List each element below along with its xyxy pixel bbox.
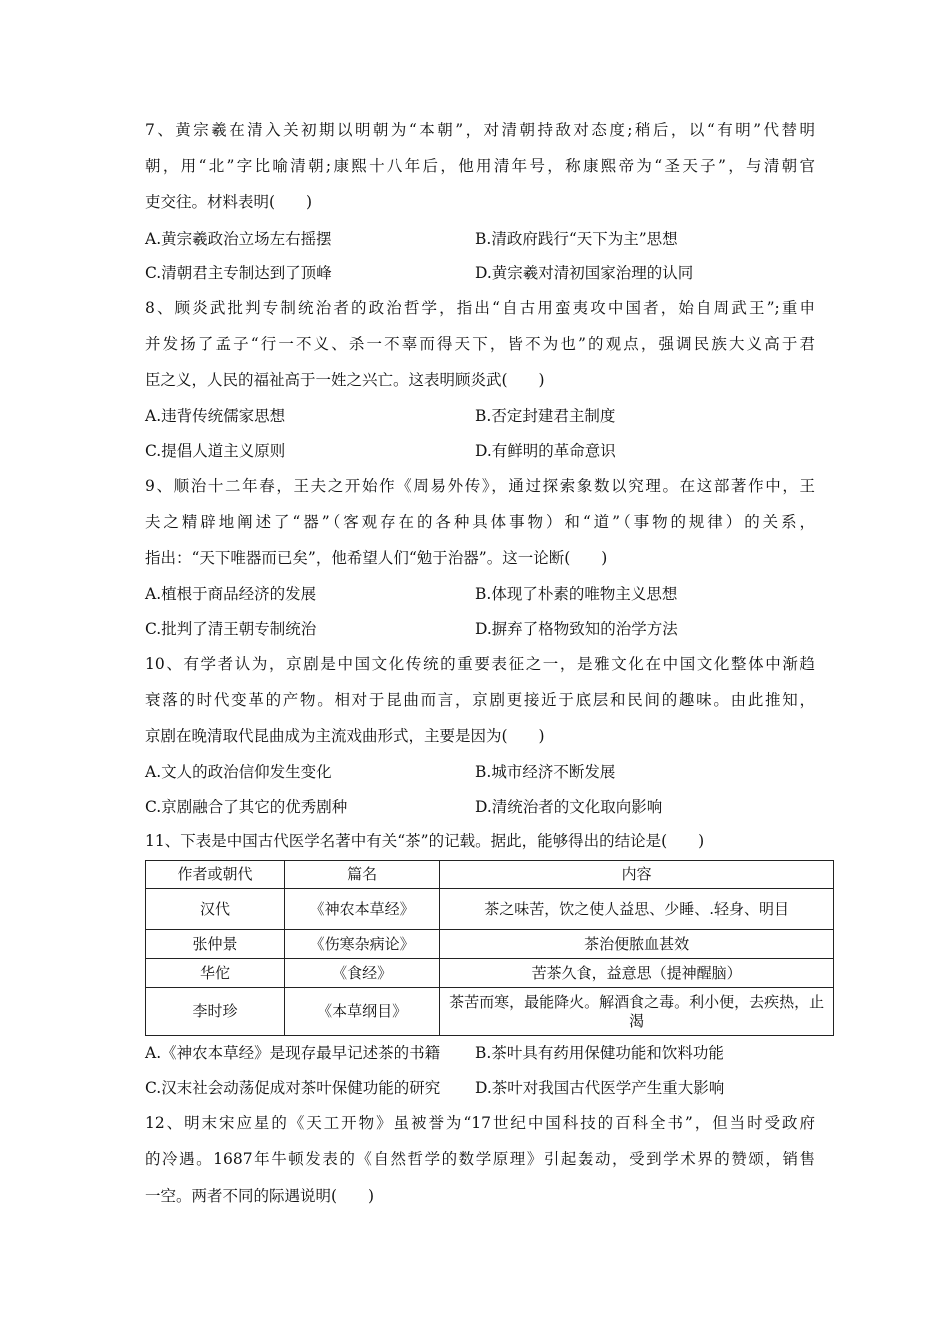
q9-option-d: D.摒弃了格物致知的治学方法: [475, 620, 678, 638]
q9-option-c: C.批判了清王朝专制统治: [145, 620, 317, 638]
table-cell-content: 茶治便脓血甚效: [440, 930, 834, 959]
q8-stem-line-2: 并发扬了孟子“行一不义、杀一不辜而得天下，皆不为也”的观点，强调民族大义高于君: [145, 335, 815, 353]
q11-option-a: A.《神农本草经》是现存最早记述茶的书籍: [145, 1044, 441, 1062]
q8-option-a: A.违背传统儒家思想: [145, 407, 286, 425]
q9-option-a: A.植根于商品经济的发展: [145, 585, 317, 603]
q7-option-a: A.黄宗羲政治立场左右摇摆: [145, 230, 332, 248]
table-cell-author: 汉代: [146, 889, 285, 930]
q8-stem-line-3: 臣之义，人民的福祉高于一姓之兴亡。这表明顾炎武( ): [145, 371, 545, 389]
q7-option-b: B.清政府践行“天下为主”思想: [475, 230, 678, 248]
q8-option-b: B.否定封建君主制度: [475, 407, 616, 425]
q9-option-b: B.体现了朴素的唯物主义思想: [475, 585, 678, 603]
q12-stem-line-2: 的冷遇。1687年牛顿发表的《自然哲学的数学原理》引起轰动，受到学术界的赞颂，销售: [145, 1150, 815, 1168]
medicine-table: [145, 860, 834, 1036]
table-cell-title: 《神农本草经》: [285, 889, 440, 930]
table-cell-title: 《本草纲目》: [285, 988, 440, 1036]
q9-stem-line-3: 指出：“天下唯器而已矣”，他希望人们“勉于治器”。这一论断( ): [145, 549, 608, 567]
table-cell-title: 《伤寒杂病论》: [285, 930, 440, 959]
table-header-content: 内容: [440, 861, 834, 889]
q8-stem-line-1: 8、顾炎武批判专制统治者的政治哲学，指出“自古用蛮夷攻中国者，始自周武王”;重申: [145, 299, 815, 317]
table-row: [146, 889, 834, 930]
q11-option-d: D.茶叶对我国古代医学产生重大影响: [475, 1079, 725, 1097]
table-header-row: [146, 861, 834, 889]
q10-option-d: D.清统治者的文化取向影响: [475, 798, 663, 816]
q9-stem-line-1: 9、顺治十二年春，王夫之开始作《周易外传》，通过探索象数以究理。在这部著作中，王: [145, 477, 815, 495]
q8-option-d: D.有鲜明的革命意识: [475, 442, 616, 460]
q10-option-a: A.文人的政治信仰发生变化: [145, 763, 332, 781]
table-header-title: 篇名: [285, 861, 440, 889]
table-cell-content: 茶之味苦，饮之使人益思、少睡、.轻身、明目: [440, 889, 834, 930]
q11-option-c: C.汉末社会动荡促成对茶叶保健功能的研究: [145, 1079, 441, 1097]
q10-option-c: C.京剧融合了其它的优秀剧种: [145, 798, 348, 816]
q7-stem-line-3: 吏交往。材料表明( ): [145, 193, 313, 211]
q8-option-c: C.提倡人道主义原则: [145, 442, 286, 460]
q7-option-d: D.黄宗羲对清初国家治理的认同: [475, 264, 694, 282]
q10-stem-line-1: 10、有学者认为，京剧是中国文化传统的重要表征之一，是雅文化在中国文化整体中渐趋: [145, 655, 815, 673]
q12-stem-line-3: 一空。两者不同的际遇说明( ): [145, 1187, 375, 1205]
q9-stem-line-2: 夫之精辟地阐述了“器”（客观存在的各种具体事物）和“道”（事物的规律）的关系，: [145, 513, 815, 531]
q10-option-b: B.城市经济不断发展: [475, 763, 616, 781]
table-cell-content: 茶苦而寒，最能降火。解酒食之毒。利小便，去疾热，止渴: [440, 988, 834, 1036]
table-cell-author: 张仲景: [146, 930, 285, 959]
table-cell-content: 苦茶久食，益意思（提神醒脑）: [440, 959, 834, 988]
q7-stem-line-2: 朝，用“北”字比喻清朝;康熙十八年后，他用清年号，称康熙帝为“圣天子”，与清朝官: [145, 157, 815, 175]
table-cell-title: 《食经》: [285, 959, 440, 988]
table-row: [146, 930, 834, 959]
q12-stem-line-1: 12、明末宋应星的《天工开物》虽被誉为“17世纪中国科技的百科全书”，但当时受政府: [145, 1114, 815, 1132]
table-cell-author: 李时珍: [146, 988, 285, 1036]
q10-stem-line-2: 衰落的时代变革的产物。相对于昆曲而言，京剧更接近于底层和民间的趣味。由此推知，: [145, 691, 815, 709]
q7-stem-line-1: 7、黄宗羲在清入关初期以明朝为“本朝”，对清朝持敌对态度;稍后，以“有明”代替明: [145, 121, 815, 139]
table-cell-author: 华佗: [146, 959, 285, 988]
q11-option-b: B.茶叶具有药用保健功能和饮料功能: [475, 1044, 724, 1062]
q11-stem: 11、下表是中国古代医学名著中有关“茶”的记载。据此，能够得出的结论是( ): [145, 832, 705, 850]
table-row: [146, 959, 834, 988]
table-row: [146, 988, 834, 1036]
q10-stem-line-3: 京剧在晚清取代昆曲成为主流戏曲形式，主要是因为( ): [145, 727, 545, 745]
q7-option-c: C.清朝君主专制达到了顶峰: [145, 264, 332, 282]
table-header-author: 作者或朝代: [146, 861, 285, 889]
